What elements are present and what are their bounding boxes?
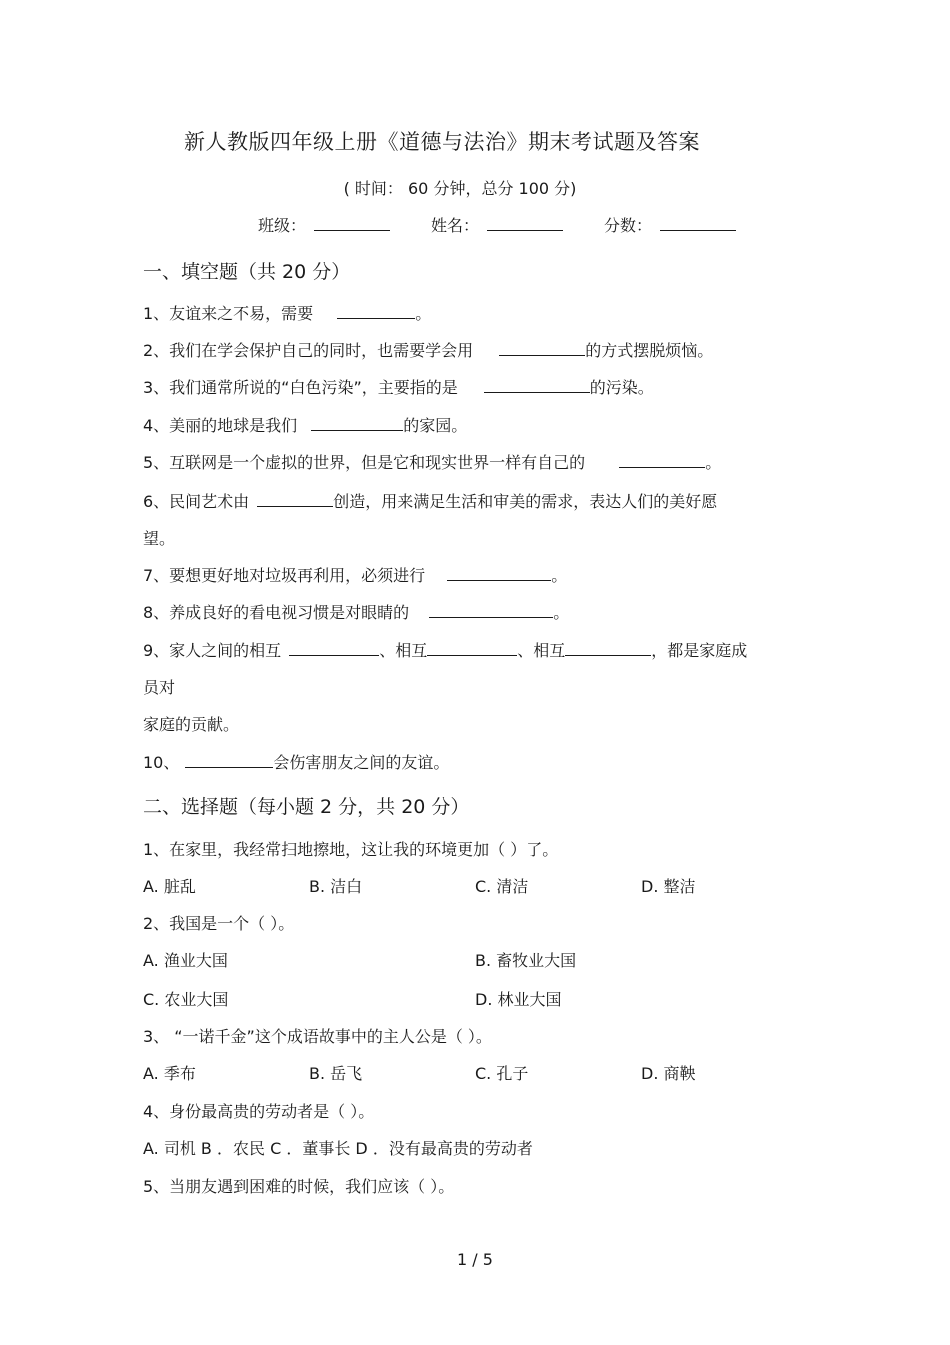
answer-blank — [311, 416, 403, 431]
name-label: 姓名： — [431, 216, 480, 235]
answer-blank — [185, 753, 273, 768]
choice-options-row: A. 司机 B ．农民 C ．董事长 D ．没有最高贵的劳动者 — [143, 1139, 533, 1158]
fill-question-8: 8、养成良好的看电视习惯是对眼睛的 。 — [143, 603, 570, 622]
fill-question-6: 6、民间艺术由 创造，用来满足生活和审美的需求，表达人们的美好愿 — [143, 492, 718, 511]
choice-question-2: 2、我国是一个（ ）。 — [143, 914, 295, 933]
answer-blank — [499, 341, 585, 356]
choice-option-d: D. 商鞅 — [641, 1064, 696, 1083]
answer-blank — [337, 304, 415, 319]
exam-subtitle: ( 时间： 60 分钟，总分 100 分) — [343, 179, 577, 198]
fill-question-1: 1、友谊来之不易，需要 。 — [143, 304, 432, 323]
fill-question-4: 4、美丽的地球是我们 的家园。 — [143, 416, 468, 435]
fill-question-2: 2、我们在学会保护自己的同时，也需要学会用 的方式摆脱烦恼。 — [143, 341, 714, 360]
choice-option-a: A. 渔业大国 — [143, 951, 228, 970]
choice-option-b: B. 洁白 — [309, 877, 363, 896]
score-label: 分数： — [604, 216, 653, 235]
answer-blank — [257, 492, 333, 507]
choice-option-b: B. 岳飞 — [309, 1064, 363, 1083]
choice-option-c: C. 清洁 — [475, 877, 529, 896]
answer-blank — [427, 641, 517, 656]
choice-question-1: 1、在家里，我经常扫地擦地，这让我的环境更加（ ）了。 — [143, 840, 559, 859]
fill-question-9: 9、家人之间的相互 、相互 、相互 ，都是家庭成 — [143, 641, 748, 660]
fill-question-5: 5、互联网是一个虚拟的世界，但是它和现实世界一样有自己的 。 — [143, 453, 722, 472]
answer-blank — [289, 641, 379, 656]
choice-option-a: A. 季布 — [143, 1064, 196, 1083]
choice-option-c: C. 孔子 — [475, 1064, 529, 1083]
score-field — [604, 213, 736, 236]
exam-title: 新人教版四年级上册《道德与法治》期末考试题及答案 — [184, 130, 700, 154]
choice-option-c: C. 农业大国 — [143, 990, 229, 1009]
answer-blank — [429, 603, 553, 618]
choice-option-b: B. 畜牧业大国 — [475, 951, 577, 970]
answer-blank — [447, 566, 551, 581]
fill-question-7: 7、要想更好地对垃圾再利用，必须进行 。 — [143, 566, 568, 585]
choice-option-a: A. 脏乱 — [143, 877, 196, 896]
fill-question-3: 3、我们通常所说的“白色污染”，主要指的是 的污染。 — [143, 378, 654, 397]
choice-question-3: 3、 “一诺千金”这个成语故事中的主人公是（ ）。 — [143, 1027, 492, 1046]
answer-blank — [619, 453, 705, 468]
choice-option-d: D. 林业大国 — [475, 990, 562, 1009]
choice-option-d: D. 整洁 — [641, 877, 696, 896]
fill-question-9-continued-1: 员对 — [143, 678, 176, 697]
class-field — [258, 213, 390, 236]
name-field — [431, 213, 563, 236]
section-fill-blank-heading: 一、填空题（共 20 分） — [143, 261, 351, 283]
student-info-line — [0, 213, 950, 237]
page-number: 1 / 5 — [457, 1250, 493, 1269]
fill-question-9-continued-2: 家庭的贡献。 — [143, 715, 240, 734]
fill-question-6-continued: 望。 — [143, 529, 176, 548]
answer-blank — [484, 378, 590, 393]
class-blank — [314, 216, 390, 231]
section-choice-heading: 二、选择题（每小题 2 分，共 20 分） — [143, 796, 470, 818]
name-blank — [487, 216, 563, 231]
choice-question-5: 5、当朋友遇到困难的时候，我们应该（ ）。 — [143, 1177, 455, 1196]
answer-blank — [565, 641, 651, 656]
class-label: 班级： — [258, 216, 307, 235]
fill-question-10: 10、 会伤害朋友之间的友谊。 — [143, 753, 450, 772]
choice-question-4: 4、身份最高贵的劳动者是（ ）。 — [143, 1102, 375, 1121]
score-blank — [660, 216, 736, 231]
